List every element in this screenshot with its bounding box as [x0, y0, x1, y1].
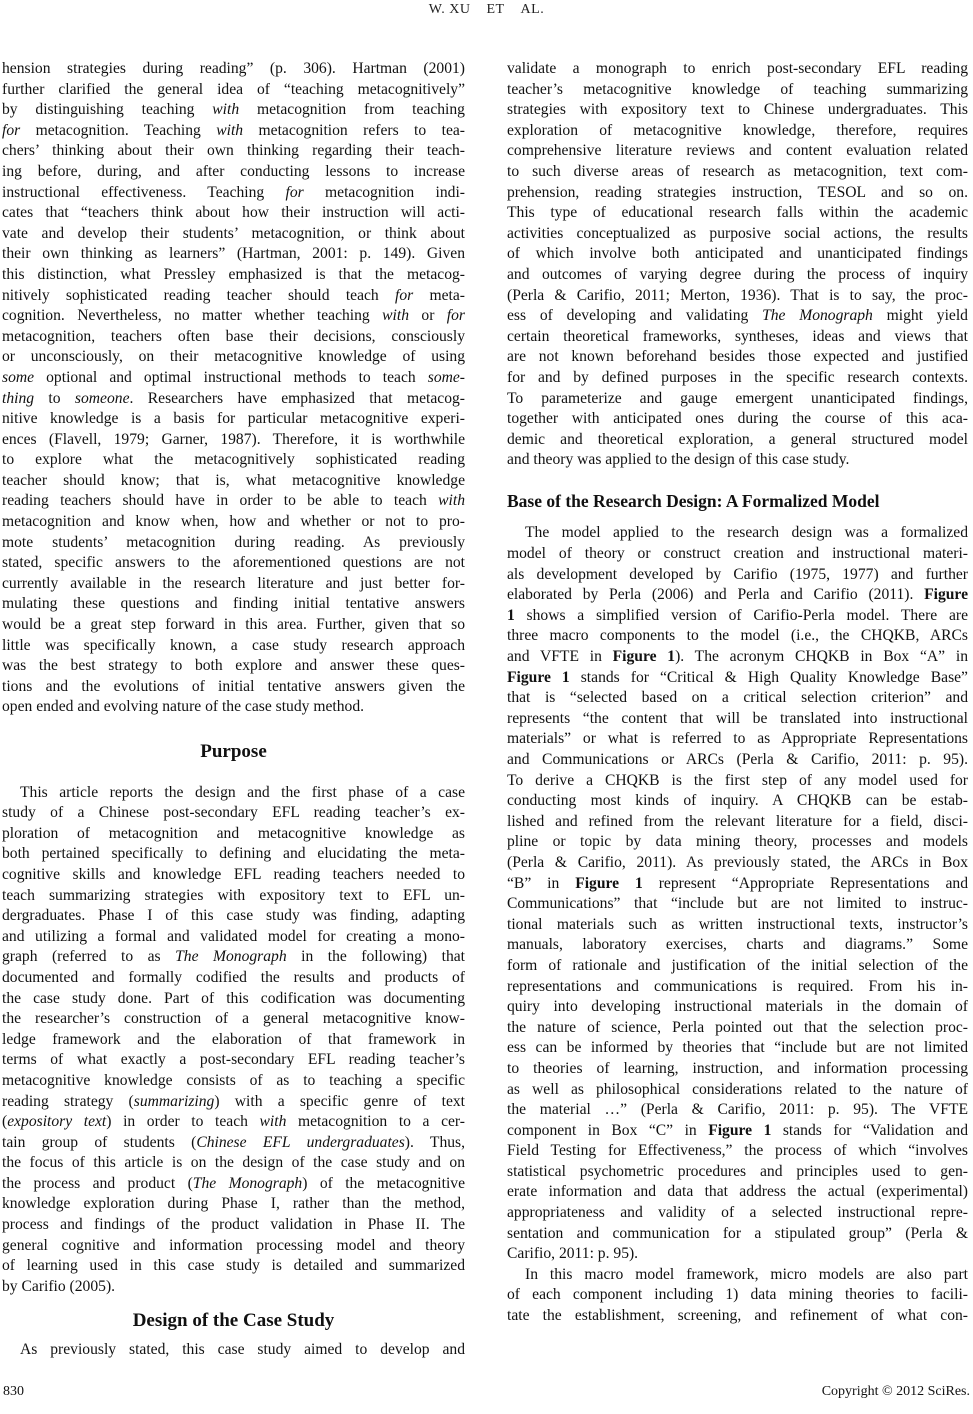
text-line: open ended and evolving nature of the case study method.: [2, 698, 365, 716]
text-line: or unconsciously, on their metacognitive knowledge of using: [2, 348, 465, 366]
text-line: as well as philosophical considerations related to the nature of: [507, 1080, 968, 1098]
text-line: by distinguishing teaching with metacognition from teaching: [2, 101, 465, 119]
text-line: “B” in Figure 1 represent “Appropriate Representations and: [507, 874, 968, 892]
text-line: Figure 1 stands for “Critical & High Quality Knowledge Base”: [507, 668, 968, 686]
text-line: This type of educational research falls within the academic: [507, 204, 968, 222]
text-line: currently available in the research literature and just better for-: [2, 574, 465, 592]
text-line: and utilizing a formal and validated model for creating a mono-: [2, 927, 465, 945]
text-line: instructional effectiveness. Teaching for metacognition indi-: [2, 183, 465, 201]
running-head: [0, 2, 973, 18]
text-line: terms of what exactly a post-secondary EFL reading teacher’s: [2, 1051, 465, 1069]
text-line: and theory was applied to the design of this case study.: [507, 451, 850, 469]
text-line: tions and the evolutions of initial tentative answers given the: [2, 677, 465, 695]
text-line: teacher’s metacognitive knowledge of teaching summarizing: [507, 80, 968, 98]
text-line: To parameterize and gauge emergent unanticipated findings,: [507, 389, 968, 407]
text-line: To derive a CHQKB is the first step of any model used for: [507, 771, 968, 789]
text-line: elaborated by Perla (2006) and Perla and Carifio (2011). Figure: [507, 586, 968, 604]
text-line: This article reports the design and the first phase of a case: [20, 783, 465, 801]
text-line: ences (Flavell, 1979; Garner, 1987). Therefore, it is worthwhile: [2, 430, 465, 448]
text-line: certain theoretical frameworks, syntheses, ideas and views that: [507, 327, 968, 345]
text-line: strategies with expository text to Chinese undergraduates. This: [507, 101, 968, 119]
text-line: vate and develop their students’ metacognition, or think about: [2, 224, 465, 242]
text-line: teacher should know; that is, what metacognitive knowledge: [2, 471, 465, 489]
page-number: 830: [3, 1384, 24, 1399]
text-line: reading teachers should have in order to be able to teach with: [2, 492, 465, 510]
text-line: study of a Chinese post-secondary EFL reading teacher’s ex-: [2, 804, 465, 822]
text-line: tional materials such as written instructional texts, instructor’s: [507, 915, 968, 933]
text-line: was the best strategy to both explore and answer these ques-: [2, 657, 465, 675]
text-line: the material …” (Perla & Carifio, 2011: p. 95). The VFTE: [507, 1101, 968, 1119]
text-line: appropriateness and validity of a selected instructional repre-: [507, 1204, 968, 1222]
text-line: nitively sophisticated reading teacher should teach for meta-: [2, 286, 465, 304]
text-line: thing to someone. Researchers have emphasized that metacog-: [2, 389, 465, 407]
text-line: prehension, reading strategies instruction, TESOL and so on.: [507, 183, 968, 201]
text-line: The model applied to the research design was a formalized: [525, 524, 968, 542]
text-line: metacognition, teachers often base their decisions, consciously: [2, 327, 465, 345]
design-continued-paragraph: [507, 59, 968, 471]
text-line: dergraduates. Phase I of this case study was finding, adapting: [2, 907, 465, 925]
text-line: their own thinking as learners” (Hartman, 2001: p. 149). Given: [2, 245, 465, 263]
text-line: the researcher’s construction of a general metacognitive know-: [2, 1010, 465, 1028]
text-line: to theories of learning, instruction, and information processing: [507, 1059, 968, 1077]
text-line: for metacognition. Teaching with metacognition refers to tea-: [2, 121, 465, 139]
text-line: materials” or what is referred to as Appropriate Representations: [507, 730, 968, 748]
text-line: little was specifically known, a case study research approach: [2, 636, 465, 654]
text-line: exploration of metacognitive knowledge, therefore, requires: [507, 121, 968, 139]
text-line: represents “the content that will be translated into instructional: [507, 709, 968, 727]
text-line: some optional and optimal instructional methods to teach some-: [2, 368, 465, 386]
left-column: [2, 59, 465, 1361]
text-line: pline or topic by data mining theory, processes and models: [507, 833, 968, 851]
text-line: together with anticipated ones during the course of this aca-: [507, 410, 968, 428]
text-line: form of rationale and justification of the initial selection of the: [507, 956, 968, 974]
text-line: would be a great step forward in this area. Further, given that so: [2, 616, 465, 634]
base-paragraph: [507, 523, 968, 1264]
text-line: further clarified the general idea of “teaching metacognitively”: [2, 80, 465, 98]
text-line: (Perla & Carifio, 2011). As previously stated, the ARCs in Box: [507, 853, 968, 871]
text-line: nitive knowledge is a basis for particular metacognitive experi-: [2, 410, 465, 428]
micro-models-paragraph: [507, 1265, 968, 1327]
text-line: both pertained specifically to defining and elucidating the meta-: [2, 845, 465, 863]
text-line: statistical psychometric procedures and principles used to gen-: [507, 1162, 968, 1180]
text-line: tate the establishment, screening, and refinement of what con-: [507, 1307, 968, 1325]
text-line: stated, specific answers to the aforementioned questions are not: [2, 554, 465, 572]
copyright-notice: Copyright © 2012 SciRes.: [821, 1384, 970, 1399]
text-line: and outcomes of varying degree during the process of inquiry: [507, 265, 968, 283]
text-line: this distinction, what Pressley emphasized is that the metacog-: [2, 265, 465, 283]
text-line: In this macro model framework, micro models are also part: [525, 1265, 968, 1283]
text-line: cognition. Nevertheless, no matter whether teaching with or for: [2, 307, 465, 325]
text-line: of learning used in this case study is detailed and summarized: [2, 1257, 465, 1275]
intro-paragraph: [2, 59, 465, 718]
text-line: comprehensive literature reviews and content evaluation related: [507, 142, 968, 160]
text-line: ess of developing and validating The Monograph might yield: [507, 307, 968, 325]
text-line: Carifio, 2011: p. 95).: [507, 1245, 639, 1263]
text-line: for and by defined purposes in the specific research contexts.: [507, 368, 968, 386]
text-line: representations and communications is required. From his in-: [507, 977, 968, 995]
text-line: that is “selected based on a critical selection criterion” and: [507, 689, 968, 707]
text-line: teach summarizing strategies with expository text to EFL un-: [2, 886, 465, 904]
text-line: chers’ thinking about their own thinking regarding their teach-: [2, 142, 465, 160]
right-column: [507, 59, 968, 1327]
text-line: the process and product (The Monograph) of the metacognitive: [2, 1174, 465, 1192]
text-line: of which involve both anticipated and unanticipated findings: [507, 245, 968, 263]
text-line: validate a monograph to enrich post-secondary EFL reading: [507, 60, 968, 77]
text-line: ledge framework and the elaboration of that framework in: [2, 1030, 465, 1048]
section-heading-base-of-research-design: Base of the Research Design: A Formalized Model: [507, 490, 880, 511]
text-line: documented and formally codified the results and products of: [2, 968, 465, 986]
text-line: to such diverse areas of research as metacognition, text com-: [507, 162, 968, 180]
text-line: ploration of metacognition and metacognitive knowledge as: [2, 824, 465, 842]
text-line: general cognitive and information processing model and theory: [2, 1236, 465, 1254]
text-line: Field Testing for Effectiveness,” the process of which “involves: [507, 1142, 968, 1160]
running-head-author: W. XU: [428, 2, 471, 17]
text-line: conducting most kinds of inquiry. A CHQKB can be estab-: [507, 792, 968, 810]
text-line: als development developed by Carifio (1975, 1977) and further: [507, 565, 968, 583]
text-line: metacognition and know when, how and whether or not to pro-: [2, 513, 465, 531]
text-line: tain group of students (Chinese EFL undergraduates). Thus,: [2, 1133, 466, 1151]
text-line: the focus of this article is on the design of the case study and on: [2, 1154, 465, 1172]
running-head-al: AL.: [520, 2, 545, 17]
text-line: ess can be informed by theories that “include but are not limited: [507, 1039, 968, 1057]
text-line: cates that “teachers think about how their instruction will acti-: [2, 204, 465, 222]
section-heading-purpose: Purpose: [200, 741, 267, 762]
text-line: lished and refined from the relevant literature for a field, disci-: [507, 812, 968, 830]
text-line: metacognitive knowledge consists of as to teaching a specific: [2, 1071, 465, 1089]
section-heading-design: Design of the Case Study: [132, 1310, 335, 1332]
text-line: and Communications or ARCs (Perla & Carifio, 2011: p. 95).: [507, 751, 968, 768]
text-line: sentation and communication for a stipulated group” (Perla &: [507, 1224, 968, 1242]
text-line: activities conceptualized as purposive social actions, the results: [507, 224, 968, 242]
text-line: the case study done. Part of this codification was documenting: [2, 989, 465, 1007]
text-line: demic and theoretical exploration, a general structured model: [507, 430, 968, 448]
text-line: graph (referred to as The Monograph in the following) that: [2, 948, 465, 966]
text-line: and VFTE in Figure 1). The acronym CHQKB in Box “A” in: [507, 648, 968, 666]
text-line: cognitive skills and knowledge EFL reading teachers needed to: [2, 865, 465, 883]
purpose-paragraph: [2, 783, 465, 1298]
text-line: ing before, during, and after conducting lessons to increase: [2, 162, 465, 180]
text-line: of each component including 1) data mining theories to facili-: [507, 1286, 968, 1304]
text-line: to explore what the metacognitively sophisticated reading: [2, 451, 465, 469]
design-paragraph: [2, 1340, 465, 1361]
text-line: mote students’ metacognition during reading. As previously: [2, 533, 465, 551]
text-line: manuals, laboratory exercises, charts and diagrams.” Some: [507, 936, 968, 954]
text-line: model of theory or construct creation and instructional materi-: [507, 545, 968, 563]
text-line: erate information and data that address the actual (experimental): [507, 1183, 968, 1201]
text-line: component in Box “C” in Figure 1 stands for “Validation and: [507, 1121, 968, 1139]
text-line: hension strategies during reading” (p. 306). Hartman (2001): [2, 60, 465, 77]
text-line: three macro components to the model (i.e., the CHQKB, ARCs: [507, 627, 968, 645]
text-line: mulating these questions and finding initial tentative answers: [2, 595, 465, 613]
text-line: knowledge exploration during Phase I, rather than the method,: [2, 1195, 465, 1213]
text-line: process and findings of the product validation in Phase II. The: [2, 1216, 465, 1234]
text-line: are not known beforehand besides those expected and justified: [507, 348, 968, 366]
text-line: Communications” that “include but are not limited to instruc-: [507, 895, 968, 913]
text-line: (Perla & Carifio, 2011; Merton, 1936). That is to say, the proc-: [507, 286, 968, 304]
text-line: As previously stated, this case study aimed to develop and: [20, 1341, 465, 1359]
text-line: 1 shows a simplified version of Carifio-Perla model. There are: [507, 606, 968, 624]
text-line: quiry into developing instructional materials in the domain of: [507, 998, 968, 1016]
text-line: by Carifio (2005).: [2, 1277, 116, 1295]
text-line: reading strategy (summarizing) with a specific genre of text: [2, 1092, 465, 1110]
text-line: (expository text) in order to teach with metacognition to a cer-: [2, 1113, 465, 1131]
running-head-et: ET: [486, 2, 505, 17]
text-line: the nature of science, Perla pointed out that the selection proc-: [507, 1018, 968, 1036]
